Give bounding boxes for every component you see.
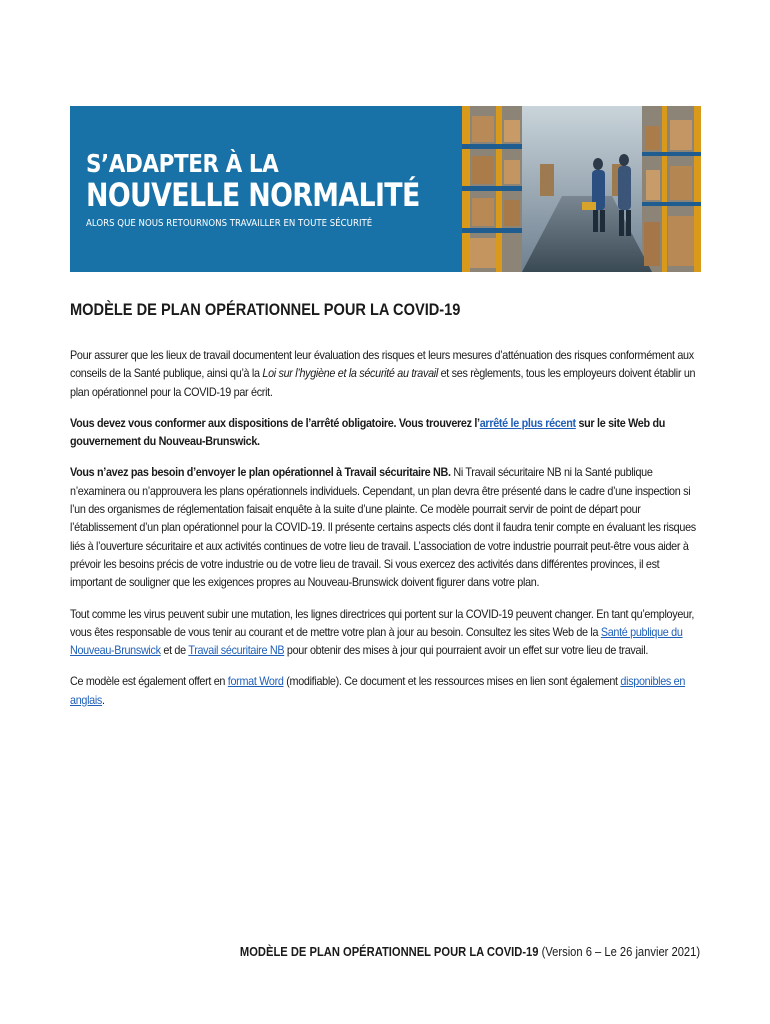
page-title: MODÈLE DE PLAN OPÉRATIONNEL POUR LA COVID-19 — [70, 300, 461, 319]
banner-text — [86, 150, 483, 229]
footer-title: MODÈLE DE PLAN OPÉRATIONNEL POUR LA COVID-19 — [239, 944, 539, 959]
text-segment: (modifiable). Ce document et les ressources mises en lien sont également — [283, 674, 621, 689]
text-segment: pour obtenir des mises à jour qui pourraient avoir un effet sur votre lieu de travail. — [284, 643, 649, 658]
formats-paragraph — [70, 672, 700, 709]
submission-note: Vous n’avez pas besoin d’envoyer le plan opérationnel à Travail sécuritaire NB. — [70, 465, 451, 480]
public-health-link[interactable]: Santé publique du Nouveau-Brunswick — [70, 624, 683, 658]
text-segment: sur le site Web du gouvernement du Nouveau-Brunswick. — [70, 415, 666, 449]
text-segment: et de — [160, 643, 189, 658]
banner-line-3: ALORS QUE NOUS RETOURNONS TRAVAILLER EN TOUTE SÉCURITÉ — [86, 218, 373, 229]
intro-paragraph — [70, 346, 700, 401]
text-segment: Tout comme les virus peuvent subir une mutation, les lignes directrices qui portent sur la COVID-19 peuvent changer. En tant qu’employeur, vous êtes responsable de vous tenir au courant et de mettre votre plan à jour au besoin. Consultez les sites Web de la — [70, 606, 695, 639]
updates-paragraph — [70, 605, 700, 660]
text-segment: et ses règlements, tous les employeurs doivent établir un plan opérationnel pour la COVID-19 par écrit. — [70, 366, 696, 399]
submission-paragraph — [70, 463, 700, 591]
text-segment: . — [102, 692, 105, 707]
text-segment: Vous devez vous conformer aux dispositions de l’arrêté obligatoire. Vous trouverez l’ — [70, 415, 480, 430]
law-name: Loi sur l’hygiène et la sécurité au travail — [262, 366, 438, 381]
word-format-link[interactable]: format Word — [227, 674, 284, 689]
worksafe-nb-link[interactable]: Travail sécuritaire NB — [188, 643, 285, 658]
english-version-link[interactable]: disponibles en anglais — [70, 674, 686, 707]
latest-order-link[interactable]: arrêté le plus récent — [479, 415, 576, 430]
text-segment: Pour assurer que les lieux de travail documentent leur évaluation des risques et leurs mesures d’atténuation des risques conformément aux conseils de la Santé publique, ainsi qu’à la — [70, 348, 694, 381]
header-banner — [70, 106, 701, 272]
order-paragraph — [70, 414, 700, 451]
banner-line-2: NOUVELLE NORMALITÉ — [86, 176, 420, 214]
text-segment: Ce modèle est également offert en — [70, 674, 228, 689]
text-segment: Ni Travail sécuritaire NB ni la Santé publique n’examinera ou n’approuvera les plans opérationnels individuels. Cependant, un plan devra être présenté dans le cadre d’une inspection si l’un des organismes de réglementation faisait enquête à la suite d’une plainte. Ce modèle pourrait servir de point de départ pour l’établissement d’un plan opérationnel pour la COVID-19. Il présente certains aspects clés dont il faudra tenir compte en évaluant les risques liés à l’ouverture sécuritaire et aux activités continues de votre lieu de travail. L’association de votre industrie pourrait peut-être vous aider à prévoir les besoins précis de votre industrie ou de votre lieu de travail. Si vous exercez des activités dans différentes provinces, il est important de souligner que les exigences propres au Nouveau-Brunswick doivent figurer dans votre plan. — [70, 465, 696, 590]
page-footer — [240, 944, 700, 959]
warehouse-photo — [462, 106, 701, 272]
document-body — [70, 346, 710, 722]
banner-line-1: S’ADAPTER À LA — [86, 149, 279, 178]
footer-version: (Version 6 – Le 26 janvier 2021) — [538, 944, 700, 959]
